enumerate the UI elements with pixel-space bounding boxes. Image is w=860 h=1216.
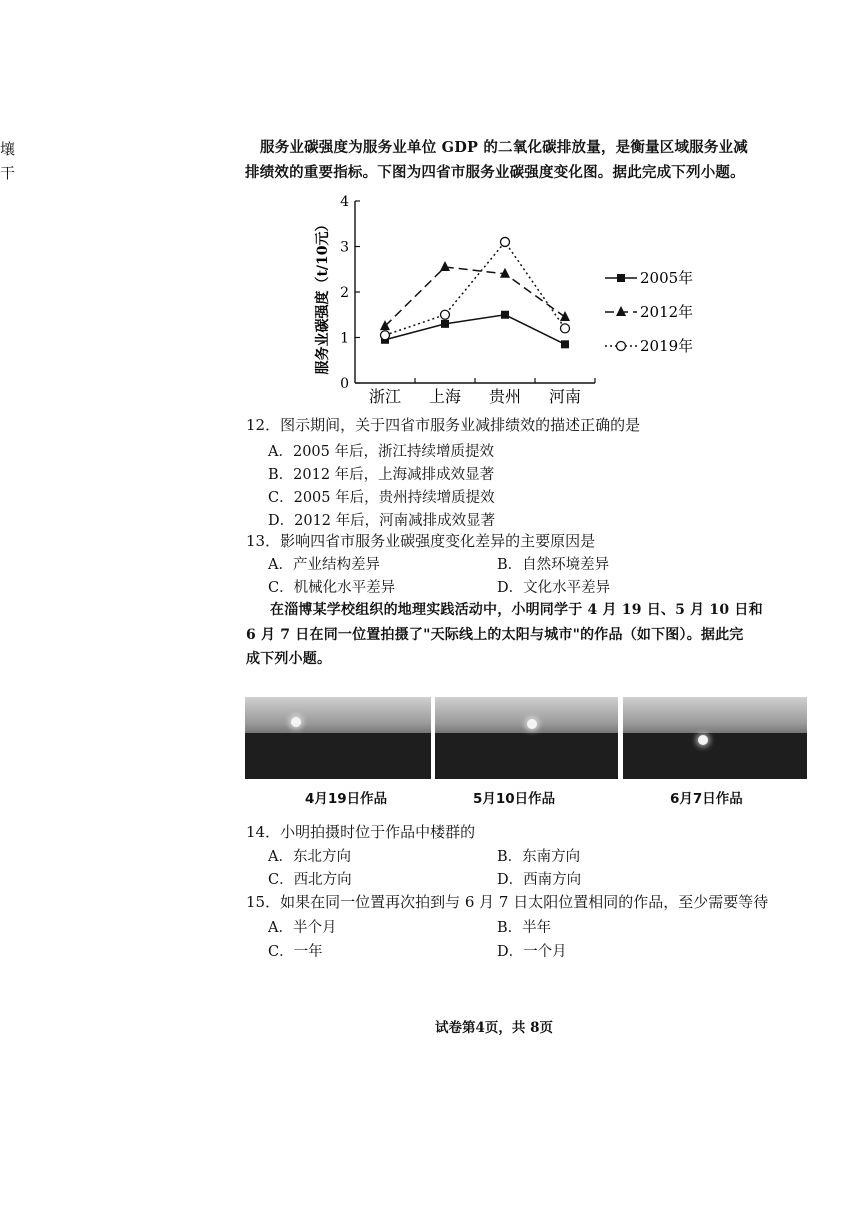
intro-line-1: 服务业碳强度为服务业单位 GDP 的二氧化碳排放量，是衡量区域服务业减	[260, 139, 748, 156]
x-tick-label: 贵州	[488, 387, 522, 406]
margin-char-2: 干	[0, 164, 16, 182]
photo-may10	[435, 697, 618, 779]
legend-label: 2019年	[640, 337, 694, 355]
sun-marker	[291, 717, 301, 727]
series-line	[385, 267, 565, 326]
q13-option-b[interactable]: B．自然环境差异	[497, 557, 610, 573]
intro2-line-2: 6 月 7 日在同一位置拍摄了"天际线上的太阳与城市"的作品（如下图）。据此完	[246, 627, 744, 643]
square-marker	[617, 274, 625, 282]
square-marker	[561, 340, 569, 348]
chart-axes	[340, 194, 595, 406]
photo-caption-1: 4月19日作品	[305, 791, 388, 807]
y-tick-label: 0	[340, 376, 349, 392]
q12-option-c[interactable]: C．2005 年后，贵州持续增质提效	[268, 490, 495, 506]
photo-caption-3: 6月7日作品	[670, 791, 743, 807]
y-tick-label: 1	[340, 330, 349, 347]
intro2-line-1: 在淄博某学校组织的地理实践活动中，小明同学于 4 月 19 日、5 月 10 日和	[270, 602, 763, 618]
square-marker	[501, 311, 509, 319]
q13-option-c[interactable]: C．机械化水平差异	[268, 580, 396, 596]
q13-option-a[interactable]: A．产业结构差异	[268, 557, 380, 573]
page-footer: 试卷第4页，共 8页	[435, 1020, 553, 1036]
q14-stem: 14．小明拍摄时位于作品中楼群的	[246, 823, 476, 841]
x-tick-label: 上海	[428, 387, 462, 406]
y-tick-label: 3	[340, 239, 349, 256]
q13-stem: 13．影响四省市服务业碳强度变化差异的主要原因是	[246, 532, 596, 550]
triangle-marker	[616, 306, 626, 316]
q15-option-c[interactable]: C．一年	[268, 944, 323, 960]
q12-option-d[interactable]: D．2012 年后，河南减排成效显著	[268, 513, 496, 529]
legend-label: 2012年	[640, 303, 694, 321]
photo-apr19	[245, 697, 431, 779]
x-tick-label: 浙江	[368, 387, 402, 406]
chart-legend	[605, 269, 693, 355]
series-line	[385, 242, 565, 335]
y-tick-label: 4	[340, 194, 349, 210]
q15-option-b[interactable]: B．半年	[497, 920, 552, 936]
circle-marker	[381, 331, 390, 340]
circle-marker	[617, 342, 626, 351]
y-axis-label: 服务业碳强度（t/10元）	[315, 217, 331, 375]
q14-option-b[interactable]: B．东南方向	[497, 849, 581, 865]
sun-marker	[527, 719, 537, 729]
margin-char-1: 壤	[0, 140, 16, 158]
q15-option-a[interactable]: A．半个月	[268, 920, 337, 936]
q14-option-c[interactable]: C．西北方向	[268, 872, 352, 888]
circle-marker	[561, 324, 570, 333]
photo-jun7	[623, 697, 807, 779]
q15-stem: 15．如果在同一位置再次拍到与 6 月 7 日太阳位置相同的作品，至少需要等待	[246, 893, 769, 911]
q14-option-d[interactable]: D．西南方向	[497, 872, 582, 888]
triangle-marker	[440, 261, 450, 271]
circle-marker	[501, 237, 510, 246]
y-tick-label: 2	[340, 285, 349, 301]
q12-option-a[interactable]: A．2005 年后，浙江持续增质提效	[268, 444, 494, 460]
q13-option-d[interactable]: D．文化水平差异	[497, 580, 611, 596]
sun-marker	[698, 735, 708, 745]
chart-series	[380, 237, 570, 348]
q15-option-d[interactable]: D．一个月	[497, 944, 567, 960]
square-marker	[441, 320, 449, 328]
carbon-intensity-chart	[300, 188, 710, 413]
series-2	[381, 237, 570, 339]
intro2-line-3: 成下列小题。	[246, 651, 332, 667]
x-tick-label: 河南	[548, 387, 582, 406]
series-0	[381, 311, 569, 349]
series-line	[385, 315, 565, 345]
circle-marker	[441, 310, 450, 319]
legend-label: 2005年	[640, 269, 694, 287]
intro-line-2: 排绩效的重要指标。下图为四省市服务业碳强度变化图。据此完成下列小题。	[245, 164, 745, 181]
triangle-marker	[560, 311, 570, 321]
photo-caption-2: 5月10日作品	[473, 791, 556, 807]
q12-stem: 12．图示期间，关于四省市服务业减排绩效的描述正确的是	[246, 416, 641, 434]
q14-option-a[interactable]: A．东北方向	[268, 849, 351, 865]
q12-option-b[interactable]: B．2012 年后，上海减排成效显著	[268, 467, 495, 483]
